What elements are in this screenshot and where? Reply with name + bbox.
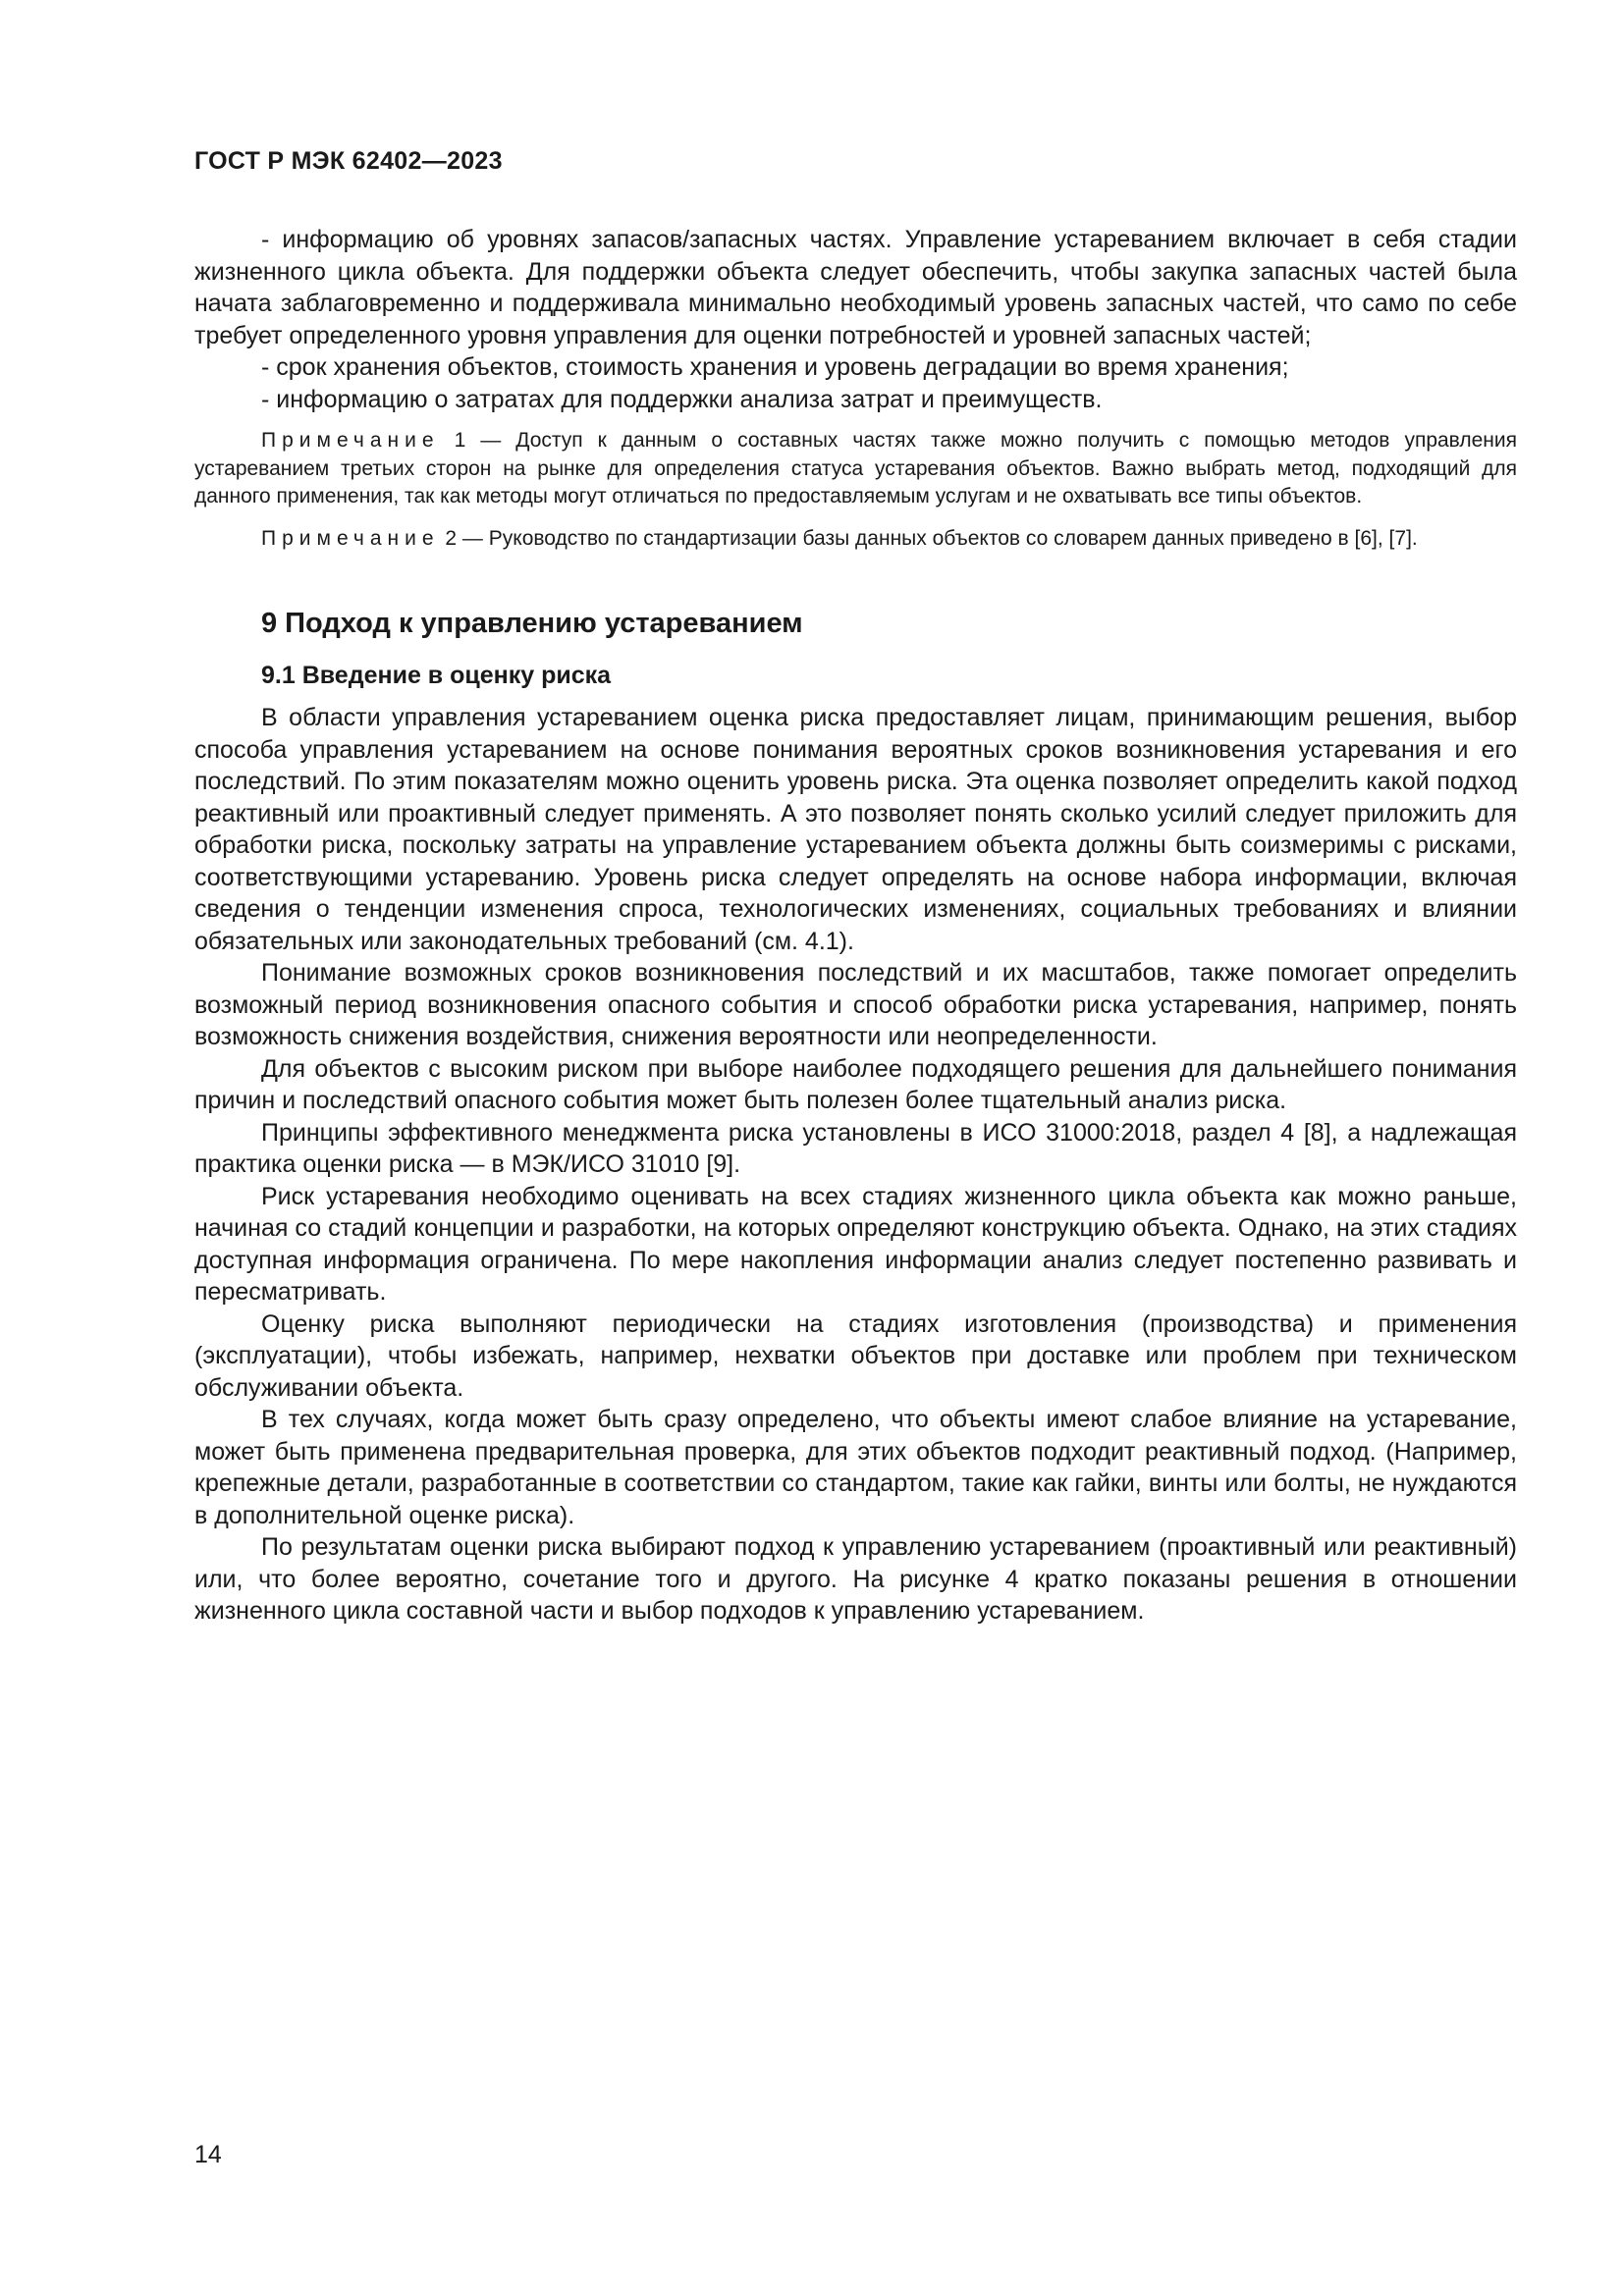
document-header: ГОСТ Р МЭК 62402—2023 [194,147,503,175]
subsection-heading: 9.1 Введение в оценку риска [261,662,612,689]
section-paragraph: Риск устаревания необходимо оценивать на всех стадиях жизненного цикла объекта как можно раньше, начиная со стадий концепции и разработки, на которых определяют конструкцию объекта. Однако, на этих стадиях доступная информация ограничена. По мере накопления информации анализ следует постепенно развивать и пересматривать. [194,1182,1517,1306]
note-number: 1 [454,429,466,452]
note-text: — Доступ к данным о составных частях также можно получить с помощью методов управления устареванием третьих сторон на рынке для определения статуса устаревания объектов. Важно выбрать метод, подходящий для данного применения, так как методы могут отличаться по предоставляемым услугам и не охватывать все типы объектов. [194,429,1517,507]
section-paragraph: По результатам оценки риска выбирают подход к управлению устареванием (проактивный или реактивный) или, что более вероятно, сочетание того и другого. На рисунке 4 кратко показаны решения в отношении жизненного цикла составной части и выбор подходов к управлению устареванием. [194,1533,1517,1625]
intro-paragraph: - информацию об уровнях запасов/запасных частях. Управление устареванием включает в себя стадии жизненного цикла объекта. Для поддержки объекта следует обеспечить, чтобы закупка запасных частей была начата заблаговременно и поддерживала минимально необходимый уровень запасных частей, что само по себе требует определенного уровня управления для оценки потребностей и уровней запасных частей; [194,226,1517,349]
page-content [194,224,1517,1628]
section-paragraph: Понимание возможных сроков возникновения последствий и их масштабов, также помогает определить возможный период возникновения опасного события и способ обработки риска устаревания, например, понять возможность снижения воздействия, снижения вероятности или неопределенности. [194,959,1517,1050]
section-paragraph: Для объектов с высоким риском при выборе наиболее подходящего решения для дальнейшего понимания причин и последствий опасного события может быть полезен более тщательный анализ риска. [194,1054,1517,1114]
note-label: Примечание [261,526,440,550]
note-2 [194,525,1517,554]
section-paragraph: В области управления устареванием оценка риска предоставляет лицам, принимающим решения, выбор способа управления устареванием на основе понимания вероятных сроков возникновения устаревания и его последствий. По этим показателям можно оценить уровень риска. Эта оценка позволяет определить какой подход реактивный или проактивный следует применять. А это позволяет понять сколько усилий следует приложить для обработки риска, поскольку затраты на управление устареванием объекта должны быть соизмеримы с рисками, соответствующими устареванию. Уровень риска следует определять на основе набора информации, включая сведения о тенденции изменения спроса, технологических изменениях, социальных требованиях и влиянии обязательных или законодательных требований (см. 4.1). [194,704,1517,955]
list-item-costs: - информацию о затратах для поддержки анализа затрат и преимуществ. [261,385,1103,413]
page-number: 14 [194,2141,222,2168]
list-item-storage: - срок хранения объектов, стоимость хранения и уровень деградации во время хранения; [261,353,1289,381]
section-paragraph: Оценку риска выполняют периодически на стадиях изготовления (производства) и применения (эксплуатации), чтобы избежать, например, нехватки объектов при доставке или проблем при техническом обслуживании объекта. [194,1309,1517,1402]
section-paragraph: В тех случаях, когда может быть сразу определено, что объекты имеют слабое влияние на устаревание, может быть применена предварительная проверка, для этих объектов подходит реактивный подход. (Например, крепежные детали, разработанные в соответствии со стандартом, такие как гайки, винты или болты, не нуждаются в дополнительной оценке риска). [194,1406,1517,1529]
note-number: 2 [445,526,458,550]
note-1 [194,427,1517,511]
section-paragraph: Принципы эффективного менеджмента риска установлены в ИСО 31000:2018, раздел 4 [8], а надлежащая практика оценки риска — в МЭК/ИСО 31010 [9]. [194,1118,1517,1178]
section-heading: 9 Подход к управлению устареванием [261,608,803,639]
note-text: — Руководство по стандартизации базы данных объектов со словарем данных приведено в [6], [7]. [457,526,1418,550]
note-label: Примечание [261,429,440,452]
